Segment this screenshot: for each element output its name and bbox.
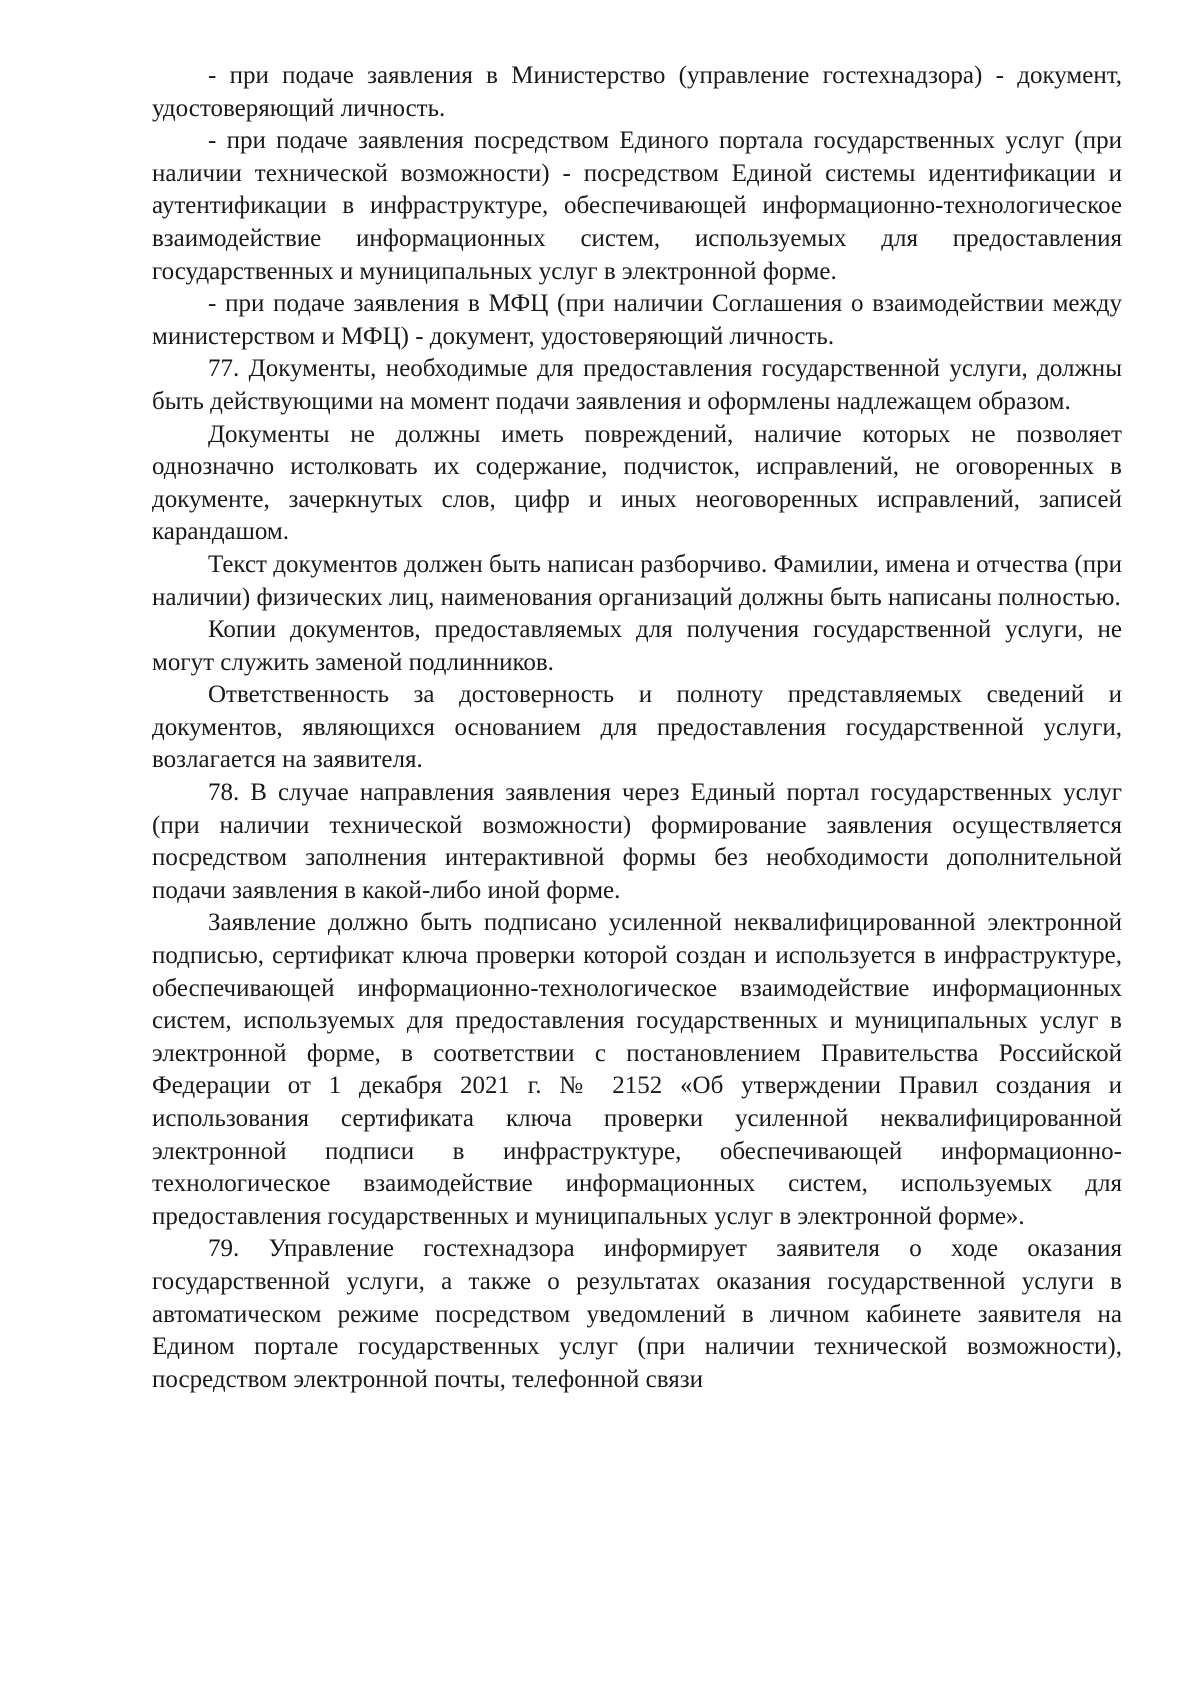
paragraph-signature: Заявление должно быть подписано усиленной неквалифицированной электронной подписью, сертификат ключа проверки которой создан и используется в инфраструктуре, обеспечивающей информационно-технологическое взаимодействие информационных систем, используемых для предоставления государственных и муниципальных услуг в электронной форме, в соответствии с постановлением Правительства Российской Федерации от 1 декабря 2021 г. № 2152 «Об утверждении Правил создания и использования сертификата ключа проверки усиленной неквалифицированной электронной подписи в инфраструктуре, обеспечивающей информационно-технологическое взаимодействие информационных систем, используемых для предоставления государственных и муниципальных услуг в электронной форме». (152, 909, 1122, 1230)
document-body (152, 60, 1122, 1396)
paragraph-78: 78. В случае направления заявления через Единый портал государственных услуг (при наличии технической возможности) формирование заявления осуществляется посредством заполнения интерактивной формы без необходимости дополнительной подачи заявления в какой-либо иной форме. (152, 779, 1122, 904)
paragraph-ministry-id: - при подаче заявления в Министерство (управление гостехнадзора) - документ, удостоверяющий личность. (152, 62, 1122, 122)
paragraph-79: 79. Управление гостехнадзора информирует заявителя о ходе оказания государственной услуги, а также о результатах оказания государственной услуги в автоматическом режиме посредством уведомлений в личном кабинете заявителя на Едином портале государственных услуг (при наличии технической возможности), посредством электронной почты, телефонной связи (152, 1235, 1122, 1393)
paragraph-responsibility: Ответственность за достоверность и полноту представляемых сведений и документов, являющихся основанием для предоставления государственной услуги, возлагается на заявителя. (152, 681, 1122, 774)
paragraph-damage: Документы не должны иметь повреждений, наличие которых не позволяет однозначно истолковать их содержание, подчисток, исправлений, не оговоренных в документе, зачеркнутых слов, цифр и иных неоговоренных исправлений, записей карандашом. (152, 420, 1122, 546)
paragraph-mfc-id: - при подаче заявления в МФЦ (при наличии Соглашения о взаимодействии между министерством и МФЦ) - документ, удостоверяющий личность. (152, 290, 1122, 350)
paragraph-copies: Копии документов, предоставляемых для получения государственной услуги, не могут служить заменой подлинников. (152, 616, 1122, 676)
paragraph-portal-id: - при подаче заявления посредством Единого портала государственных услуг (при наличии технической возможности) - посредством Единой системы идентификации и аутентификации в инфраструктуре, обеспечивающей информационно-технологическое взаимодействие информационных систем, используемых для предоставления государственных и муниципальных услуг в электронной форме. (152, 127, 1122, 285)
paragraph-legibility: Текст документов должен быть написан разборчиво. Фамилии, имена и отчества (при наличии) физических лиц, наименования организаций должны быть написаны полностью. (152, 550, 1122, 611)
paragraph-77: 77. Документы, необходимые для предоставления государственной услуги, должны быть действующими на момент подачи заявления и оформлены надлежащем образом. (152, 355, 1122, 415)
